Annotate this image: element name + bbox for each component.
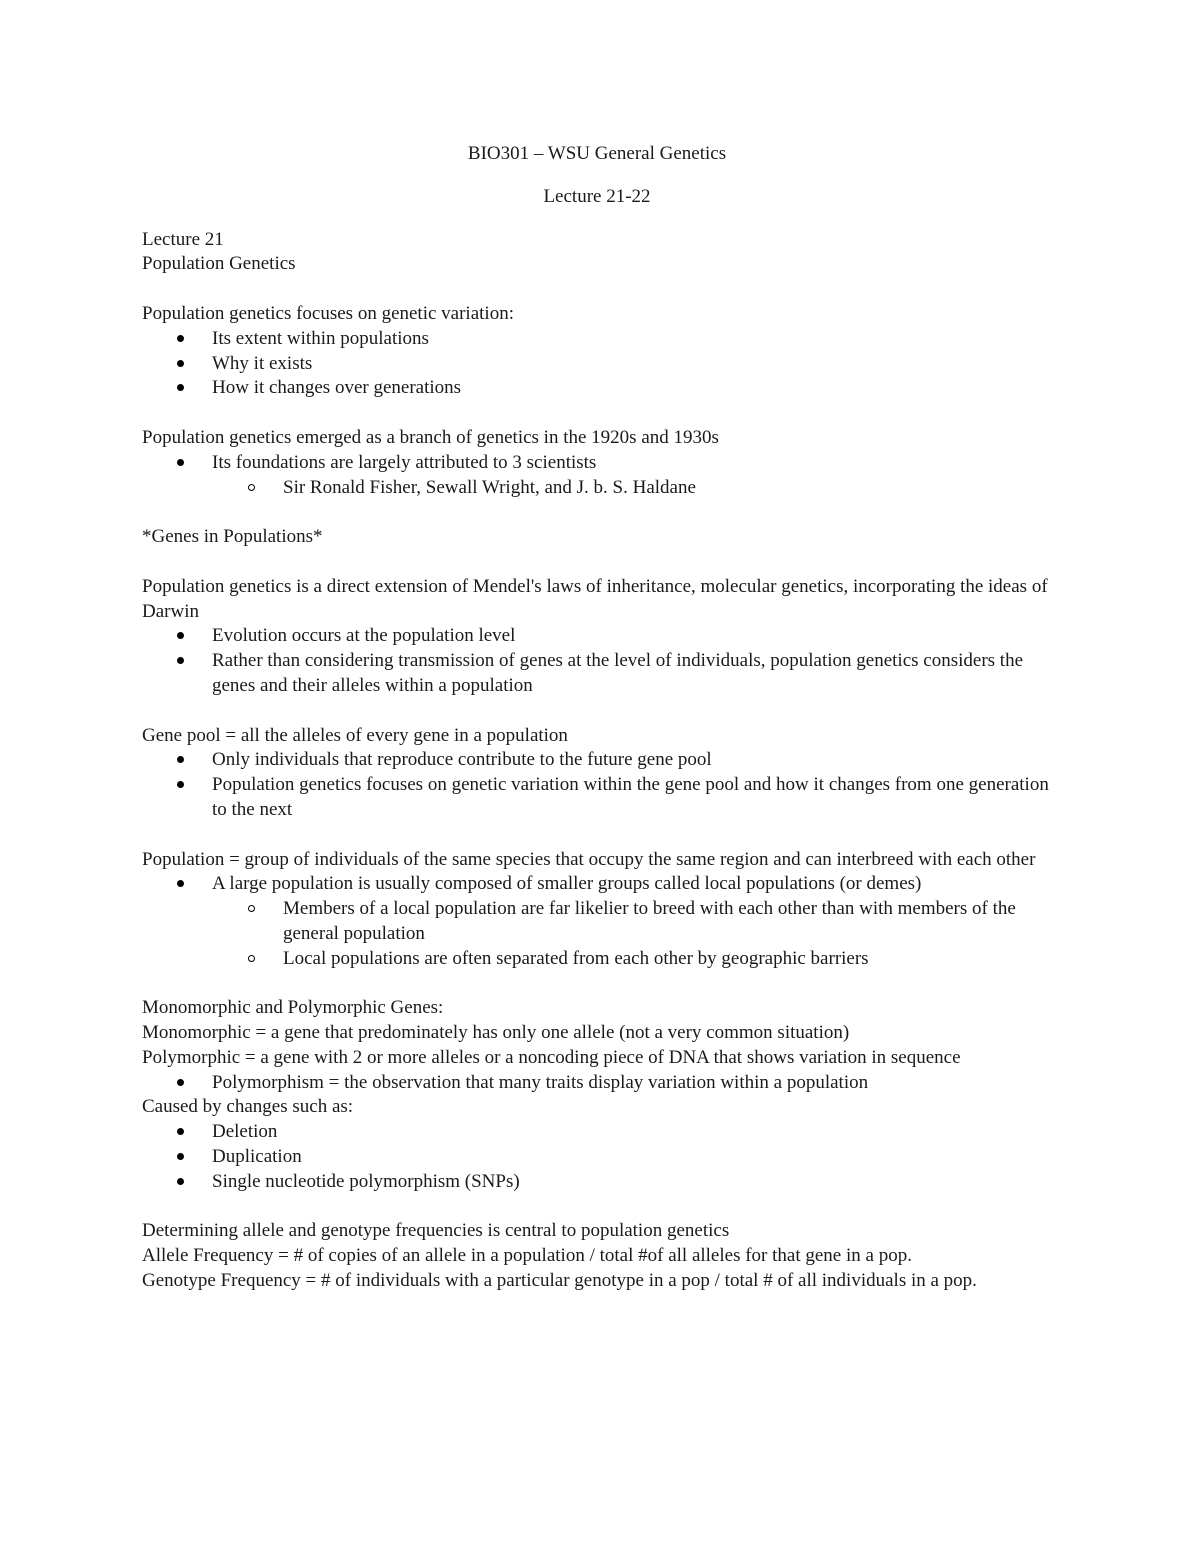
caused-by-label: Caused by changes such as: (142, 1096, 354, 1118)
spacer (142, 823, 1052, 848)
spacer (142, 500, 1052, 525)
spacer (142, 401, 1052, 426)
section-heading: *Genes in Populations* (142, 526, 323, 548)
spacer (142, 699, 1052, 724)
bullet-list (142, 451, 1052, 501)
bullet-list (142, 327, 1052, 401)
sub-list-item: Local populations are often separated from each other by geographic barriers (142, 947, 1052, 972)
bullet-list (142, 624, 1052, 698)
list-item: How it changes over generations (142, 376, 1052, 401)
document-title: BIO301 – WSU General Genetics (467, 143, 727, 164)
sub-list-item: Sir Ronald Fisher, Sewall Wright, and J. b. S. Haldane (142, 476, 1052, 501)
bullet-list (142, 1120, 1052, 1194)
section-intro: Population genetics emerged as a branch of genetics in the 1920s and 1930s (142, 426, 719, 448)
list-item: Single nucleotide polymorphism (SNPs) (142, 1170, 1052, 1195)
list-item: Evolution occurs at the population level (142, 624, 1052, 649)
list-item: Its foundations are largely attributed to 3 scientists (142, 451, 1052, 476)
spacer (142, 972, 1052, 997)
list-item: Duplication (142, 1145, 1052, 1170)
section-intro: Population genetics focuses on genetic variation: (142, 302, 514, 324)
section-intro: Population genetics is a direct extension of Mendel's laws of inheritance, molecular genetics, incorporating the ideas of Darwin (142, 575, 1048, 622)
lecture-label: Lecture 21 (142, 228, 224, 250)
spacer (142, 277, 1052, 302)
bullet-list (142, 1071, 1052, 1096)
spacer (142, 1195, 1052, 1220)
section-heading: Monomorphic and Polymorphic Genes: (142, 997, 444, 1019)
list-item: Deletion (142, 1120, 1052, 1145)
list-item: Only individuals that reproduce contribute to the future gene pool (142, 748, 1052, 773)
document-subtitle: Lecture 21-22 (543, 185, 651, 207)
bullet-list (142, 748, 1052, 822)
section-intro: Population = group of individuals of the same species that occupy the same region and can interbreed with each other (142, 848, 1036, 870)
list-item: Population genetics focuses on genetic variation within the gene pool and how it changes from one generation to the next (142, 773, 1052, 823)
list-item: Polymorphism = the observation that many traits display variation within a population (142, 1071, 1052, 1096)
allele-frequency-definition: Allele Frequency = # of copies of an allele in a population / total #of all alleles for that gene in a pop. (142, 1245, 912, 1267)
list-item: A large population is usually composed of smaller groups called local populations (or demes) (142, 872, 1052, 897)
genotype-frequency-definition: Genotype Frequency = # of individuals with a particular genotype in a pop / total # of all individuals in a pop. (142, 1270, 977, 1292)
section-intro: Gene pool = all the alleles of every gene in a population (142, 724, 568, 746)
definition-polymorphic: Polymorphic = a gene with 2 or more alleles or a noncoding piece of DNA that shows variation in sequence (142, 1046, 961, 1068)
lecture-topic: Population Genetics (142, 253, 296, 275)
sub-list-item: Members of a local population are far likelier to breed with each other than with members of the general population (142, 897, 1052, 947)
document-page (142, 142, 1052, 1294)
bullet-list (142, 872, 1052, 971)
section-intro: Determining allele and genotype frequencies is central to population genetics (142, 1220, 730, 1242)
list-item: Rather than considering transmission of genes at the level of individuals, population genetics considers the genes and their alleles within a population (142, 649, 1052, 699)
spacer (142, 550, 1052, 575)
definition-monomorphic: Monomorphic = a gene that predominately has only one allele (not a very common situation) (142, 1022, 850, 1044)
list-item: Its extent within populations (142, 327, 1052, 352)
list-item: Why it exists (142, 352, 1052, 377)
